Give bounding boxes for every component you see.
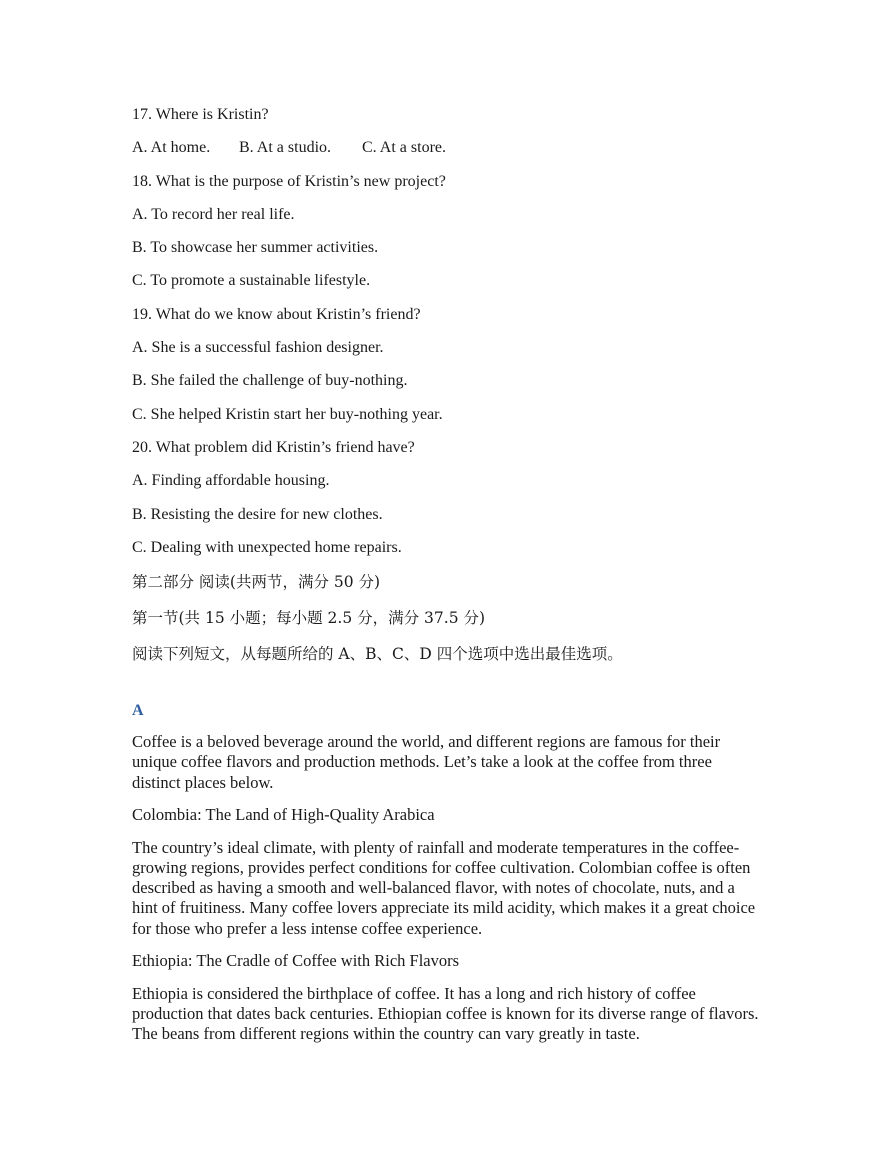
question-20-option-b: B. Resisting the desire for new clothes. bbox=[132, 505, 383, 523]
question-20-stem: 20. What problem did Kristin’s friend have? bbox=[132, 438, 415, 456]
question-18-option-b: B. To showcase her summer activities. bbox=[132, 239, 379, 257]
subsection-title: 第一节(共 15 小题；每小题 2.5 分，满分 37.5 分) bbox=[132, 609, 486, 628]
part-title: 第二部分 阅读(共两节，满分 50 分) bbox=[132, 573, 381, 592]
passage-intro: Coffee is a beloved beverage around the world, and different regions are famous for their unique coffee flavors and production methods. Let’s take a look at the coffee from three distinct places below. bbox=[132, 732, 721, 792]
question-18-stem: 18. What is the purpose of Kristin’s new project? bbox=[132, 172, 446, 190]
question-19-option-a: A. She is a successful fashion designer. bbox=[132, 339, 384, 357]
colombia-paragraph: The country’s ideal climate, with plenty of rainfall and moderate temperatures in the coffee-growing regions, provides perfect conditions for coffee cultivation. Colombian coffee is often described as having a smooth and well-balanced flavor, with notes of chocolate, nuts, and a hint of fruitiness. Many coffee lovers appreciate its mild acidity, which makes it a great choice for those who prefer a less intense coffee experience. bbox=[132, 837, 756, 938]
question-17-option-b: B. At a studio. bbox=[239, 139, 332, 157]
question-17-stem: 17. Where is Kristin? bbox=[132, 106, 269, 123]
question-19-stem: 19. What do we know about Kristin’s friend? bbox=[132, 305, 421, 323]
question-17-option-c: C. At a store. bbox=[362, 139, 446, 157]
question-18-option-c: C. To promote a sustainable lifestyle. bbox=[132, 272, 371, 290]
question-19-option-b: B. She failed the challenge of buy-nothing. bbox=[132, 372, 408, 390]
document-page bbox=[132, 104, 772, 1056]
question-17-option-a: A. At home. bbox=[132, 139, 211, 157]
question-19-option-c: C. She helped Kristin start her buy-nothing year. bbox=[132, 405, 443, 423]
question-17-options bbox=[132, 137, 772, 159]
question-20-option-c: C. Dealing with unexpected home repairs. bbox=[132, 538, 402, 556]
reading-instruction: 阅读下列短文，从每题所给的 A、B、C、D 四个选项中选出最佳选项。 bbox=[132, 645, 623, 664]
passage-letter: A bbox=[132, 702, 144, 720]
colombia-heading: Colombia: The Land of High-Quality Arabica bbox=[132, 804, 435, 824]
question-20-option-a: A. Finding affordable housing. bbox=[132, 472, 330, 490]
ethiopia-heading: Ethiopia: The Cradle of Coffee with Rich Flavors bbox=[132, 950, 460, 970]
ethiopia-paragraph: Ethiopia is considered the birthplace of coffee. It has a long and rich history of coffee production that dates back centuries. Ethiopian coffee is known for its diverse range of flavors. The beans from different regions within the country can vary greatly in taste. bbox=[132, 983, 759, 1044]
question-18-option-a: A. To record her real life. bbox=[132, 205, 295, 223]
